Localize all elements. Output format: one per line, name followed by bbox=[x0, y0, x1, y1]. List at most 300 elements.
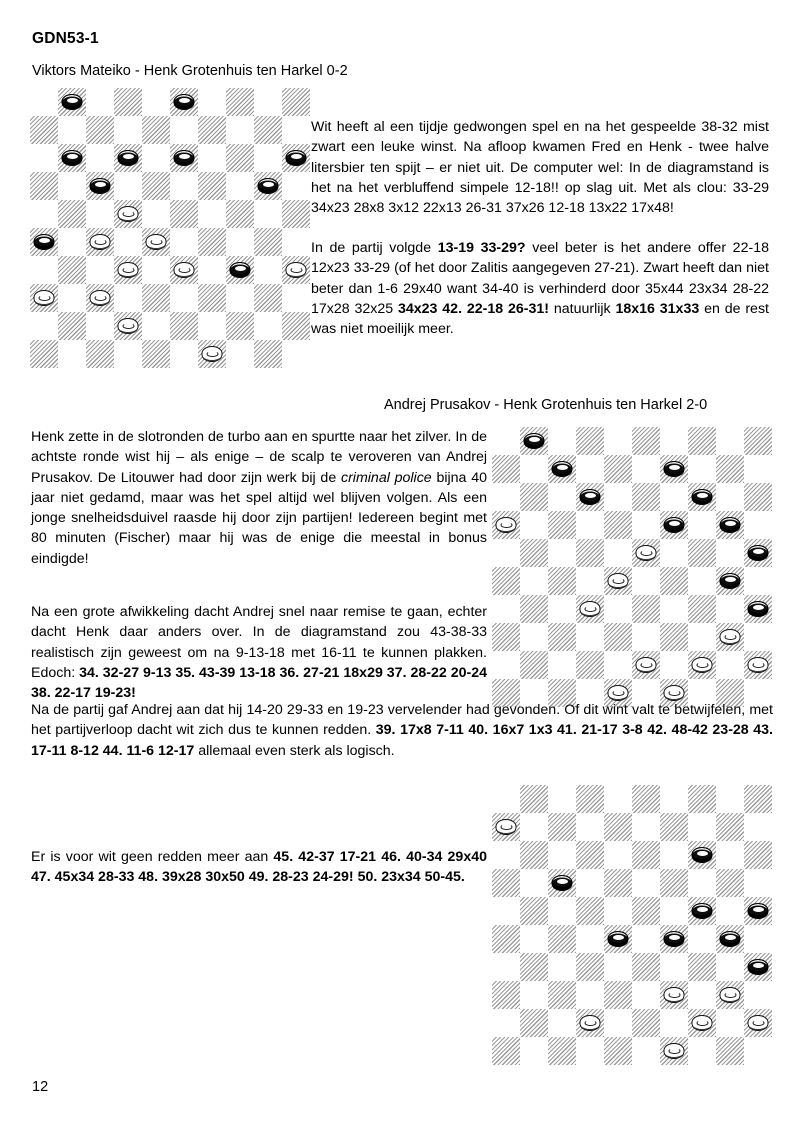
board-square-dark bbox=[632, 651, 660, 679]
board-square-dark bbox=[632, 897, 660, 925]
black-piece bbox=[230, 262, 251, 278]
board-square-dark bbox=[576, 785, 604, 813]
board-square-dark bbox=[688, 1009, 716, 1037]
board-square-light bbox=[548, 595, 576, 623]
black-piece bbox=[664, 461, 685, 477]
white-piece bbox=[636, 657, 657, 673]
board-square-light bbox=[226, 116, 254, 144]
board-square-dark bbox=[744, 427, 772, 455]
board-square-dark bbox=[716, 813, 744, 841]
board-square-light bbox=[576, 623, 604, 651]
board-square-dark bbox=[688, 785, 716, 813]
board-square-dark bbox=[548, 455, 576, 483]
board-square-light bbox=[520, 981, 548, 1009]
board-square-light bbox=[520, 567, 548, 595]
board-square-dark bbox=[660, 869, 688, 897]
board-square-light bbox=[660, 483, 688, 511]
draughts-diagram-2 bbox=[492, 427, 772, 707]
board-square-light bbox=[86, 312, 114, 340]
board-square-dark bbox=[632, 539, 660, 567]
board-square-light bbox=[492, 595, 520, 623]
board-square-light bbox=[576, 1037, 604, 1065]
move-notation: 39. 17x8 7-11 40. 16x7 1x3 41. 21-17 3-8 42. 48-42 23-28 43. 17-11 8-12 44. 11-6 12-17 bbox=[31, 722, 773, 759]
black-piece bbox=[552, 461, 573, 477]
white-piece bbox=[580, 1015, 601, 1031]
board-square-light bbox=[716, 595, 744, 623]
board-square-light bbox=[142, 200, 170, 228]
board-square-light bbox=[142, 256, 170, 284]
board-square-light bbox=[716, 1009, 744, 1037]
paragraph-diagram1-analysis bbox=[311, 238, 769, 339]
board-square-dark bbox=[604, 981, 632, 1009]
white-piece bbox=[174, 262, 195, 278]
board-square-light bbox=[86, 256, 114, 284]
board-square-dark bbox=[520, 651, 548, 679]
board-square-dark bbox=[632, 483, 660, 511]
board-square-light bbox=[744, 981, 772, 1009]
board-square-dark bbox=[604, 813, 632, 841]
board-square-light bbox=[254, 256, 282, 284]
board-square-dark bbox=[170, 88, 198, 116]
board-square-dark bbox=[58, 88, 86, 116]
board-square-light bbox=[716, 539, 744, 567]
board-square-light bbox=[744, 1037, 772, 1065]
board-square-dark bbox=[142, 228, 170, 256]
board-square-light bbox=[520, 623, 548, 651]
board-square-light bbox=[30, 88, 58, 116]
board-square-light bbox=[716, 841, 744, 869]
board-square-dark bbox=[604, 455, 632, 483]
board-square-dark bbox=[660, 567, 688, 595]
board-square-dark bbox=[520, 1009, 548, 1037]
board-square-light bbox=[254, 312, 282, 340]
board-square-dark bbox=[548, 623, 576, 651]
board-square-dark bbox=[604, 925, 632, 953]
board-square-light bbox=[548, 841, 576, 869]
page-title: GDN53-1 bbox=[32, 30, 99, 47]
board-square-light bbox=[226, 172, 254, 200]
board-square-dark bbox=[548, 813, 576, 841]
board-square-dark bbox=[492, 925, 520, 953]
board-square-light bbox=[576, 869, 604, 897]
board-square-dark bbox=[660, 981, 688, 1009]
board-square-light bbox=[492, 539, 520, 567]
board-square-dark bbox=[254, 116, 282, 144]
board-square-dark bbox=[520, 897, 548, 925]
text-run: en de rest was niet moeilijk meer. bbox=[311, 300, 769, 338]
board-square-dark bbox=[142, 340, 170, 368]
board-square-light bbox=[688, 623, 716, 651]
board-square-dark bbox=[660, 511, 688, 539]
white-piece bbox=[720, 987, 741, 1003]
board-square-dark bbox=[58, 312, 86, 340]
board-square-light bbox=[254, 144, 282, 172]
board-square-dark bbox=[744, 897, 772, 925]
board-square-light bbox=[198, 200, 226, 228]
board-square-light bbox=[114, 228, 142, 256]
board-square-light bbox=[660, 539, 688, 567]
board-square-dark bbox=[226, 312, 254, 340]
board-square-light bbox=[282, 228, 310, 256]
white-piece bbox=[580, 601, 601, 617]
board-square-light bbox=[492, 841, 520, 869]
board-square-dark bbox=[198, 340, 226, 368]
game-header-1: Viktors Mateiko - Henk Grotenhuis ten Harkel 0-2 bbox=[32, 63, 348, 79]
board-square-dark bbox=[114, 200, 142, 228]
black-piece bbox=[34, 234, 55, 250]
board-square-light bbox=[170, 116, 198, 144]
text-run: veel beter is het andere offer 22-18 12x23 33-29 (of het door Zalitis aangegeven 27-21). Zwart heeft dan niet beter dan 1-6 29x40 want 34-40 is verhinderd door 35x44 23x34 28-22 17x28 32x25 bbox=[311, 240, 769, 317]
board-square-dark bbox=[142, 172, 170, 200]
board-square-dark bbox=[30, 116, 58, 144]
board-square-light bbox=[744, 869, 772, 897]
board-square-light bbox=[604, 841, 632, 869]
board-square-dark bbox=[744, 595, 772, 623]
board-square-dark bbox=[282, 312, 310, 340]
paragraph-wide-continuation bbox=[31, 700, 773, 761]
black-piece bbox=[692, 903, 713, 919]
board-square-light bbox=[660, 427, 688, 455]
white-piece bbox=[692, 657, 713, 673]
board-square-dark bbox=[716, 1037, 744, 1065]
board-square-dark bbox=[226, 88, 254, 116]
paragraph-prusakov-analysis bbox=[31, 602, 487, 703]
board-square-light bbox=[492, 897, 520, 925]
board-square-dark bbox=[632, 785, 660, 813]
board-square-dark bbox=[492, 1037, 520, 1065]
board-square-light bbox=[30, 200, 58, 228]
board-square-light bbox=[688, 1037, 716, 1065]
board-square-dark bbox=[604, 567, 632, 595]
board-square-light bbox=[170, 172, 198, 200]
board-square-light bbox=[548, 953, 576, 981]
text-run: Na een grote afwikkeling dacht Andrej snel naar remise te gaan, echter dacht Henk daar anders over. In de diagramstand zou 43-38-33 realistisch zijn geweest om na 9-13-18 met 16-11 te kunnen plakken. Edoch: bbox=[31, 604, 487, 681]
board-square-light bbox=[548, 427, 576, 455]
board-square-dark bbox=[114, 144, 142, 172]
board-square-light bbox=[716, 483, 744, 511]
board-square-dark bbox=[58, 256, 86, 284]
board-square-dark bbox=[576, 651, 604, 679]
white-piece bbox=[748, 1015, 769, 1031]
text-run: Na de partij gaf Andrej aan dat hij 14-20 29-33 en 19-23 vervelender had gevonden. Of dit wint valt te betwijfelen, met het partijverloop dacht wit zich dus te kunnen redden. bbox=[31, 702, 773, 739]
board-square-dark bbox=[492, 455, 520, 483]
text-run: In de partij volgde bbox=[311, 240, 438, 256]
board-square-light bbox=[576, 455, 604, 483]
board-square-light bbox=[226, 284, 254, 312]
board-square-light bbox=[198, 88, 226, 116]
board-square-light bbox=[492, 483, 520, 511]
board-square-dark bbox=[688, 897, 716, 925]
board-square-light bbox=[744, 455, 772, 483]
board-square-light bbox=[604, 427, 632, 455]
board-square-dark bbox=[114, 88, 142, 116]
board-square-dark bbox=[576, 841, 604, 869]
board-square-light bbox=[58, 116, 86, 144]
white-piece bbox=[118, 206, 139, 222]
board-square-dark bbox=[86, 284, 114, 312]
board-square-dark bbox=[576, 953, 604, 981]
board-square-light bbox=[170, 228, 198, 256]
text-run: Wit heeft al een tijdje gedwongen spel en na het gespeelde 38-32 mist zwart een leuke winst. Na afloop kwamen Fred en Henk - twee halve litersbier ten spijt – er niet uit. De computer wel: In de diagramstand is het na het verbluffend simpele 12-18!! op slag uit. Met als clou: 33-29 34x23 28x8 3x12 22x13 26-31 37x26 12-18 13x22 17x48! bbox=[311, 119, 769, 217]
board-square-dark bbox=[688, 953, 716, 981]
board-square-dark bbox=[716, 623, 744, 651]
board-square-light bbox=[660, 953, 688, 981]
board-square-light bbox=[604, 539, 632, 567]
move-notation: 13-19 33-29? bbox=[437, 240, 526, 256]
page-number: 12 bbox=[32, 1079, 49, 1095]
board-square-light bbox=[58, 340, 86, 368]
board-square-light bbox=[604, 953, 632, 981]
move-notation: 34. 32-27 9-13 35. 43-39 13-18 36. 27-21 18x29 37. 28-22 20-24 38. 22-17 19-23! bbox=[31, 664, 487, 702]
board-square-light bbox=[492, 953, 520, 981]
board-square-dark bbox=[716, 925, 744, 953]
move-notation: 34x23 42. 22-18 26-31! bbox=[398, 300, 550, 317]
board-square-light bbox=[548, 785, 576, 813]
board-square-light bbox=[604, 595, 632, 623]
board-square-dark bbox=[198, 172, 226, 200]
board-square-dark bbox=[744, 785, 772, 813]
board-square-dark bbox=[576, 539, 604, 567]
board-square-light bbox=[604, 785, 632, 813]
board-square-dark bbox=[716, 511, 744, 539]
black-piece bbox=[748, 959, 769, 975]
draughts-diagram-1 bbox=[30, 88, 310, 368]
board-square-light bbox=[660, 595, 688, 623]
board-square-light bbox=[520, 455, 548, 483]
board-square-dark bbox=[548, 981, 576, 1009]
text-run: natuurlijk bbox=[549, 300, 616, 317]
board-square-light bbox=[198, 144, 226, 172]
white-piece bbox=[118, 262, 139, 278]
board-square-light bbox=[30, 312, 58, 340]
black-piece bbox=[748, 545, 769, 561]
board-square-dark bbox=[142, 284, 170, 312]
board-square-light bbox=[744, 813, 772, 841]
board-square-light bbox=[632, 511, 660, 539]
board-square-dark bbox=[548, 925, 576, 953]
board-square-light bbox=[170, 340, 198, 368]
black-piece bbox=[552, 875, 573, 891]
white-piece bbox=[90, 234, 111, 250]
white-piece bbox=[286, 262, 307, 278]
board-square-dark bbox=[282, 200, 310, 228]
board-square-dark bbox=[744, 1009, 772, 1037]
black-piece bbox=[90, 178, 111, 194]
board-square-dark bbox=[170, 312, 198, 340]
white-piece bbox=[664, 987, 685, 1003]
board-square-light bbox=[632, 869, 660, 897]
board-square-light bbox=[688, 567, 716, 595]
board-square-light bbox=[688, 869, 716, 897]
board-square-light bbox=[548, 1009, 576, 1037]
board-square-dark bbox=[688, 427, 716, 455]
board-square-light bbox=[282, 172, 310, 200]
board-square-light bbox=[632, 981, 660, 1009]
board-square-light bbox=[142, 144, 170, 172]
board-square-light bbox=[30, 256, 58, 284]
black-piece bbox=[174, 150, 195, 166]
white-piece bbox=[146, 234, 167, 250]
board-square-light bbox=[142, 312, 170, 340]
board-square-light bbox=[576, 567, 604, 595]
board-square-light bbox=[688, 813, 716, 841]
board-square-light bbox=[492, 1009, 520, 1037]
board-square-light bbox=[576, 981, 604, 1009]
black-piece bbox=[692, 847, 713, 863]
board-square-dark bbox=[604, 623, 632, 651]
text-run: Henk zette in de slotronden de turbo aan en spurtte naar het zilver. In de achtste ronde wist hij – als enige – de scalp te veroveren van Andrej Prusakov. De Litouwer had door zijn werk bij de bbox=[31, 429, 487, 486]
paragraph-diagram1-intro bbox=[311, 117, 769, 218]
board-square-dark bbox=[226, 144, 254, 172]
board-square-dark bbox=[30, 228, 58, 256]
board-square-light bbox=[198, 256, 226, 284]
text-run: allemaal even sterk als logisch. bbox=[194, 742, 395, 759]
board-square-light bbox=[520, 1037, 548, 1065]
board-square-light bbox=[604, 651, 632, 679]
emphasis-run: criminal police bbox=[340, 469, 432, 486]
board-square-light bbox=[520, 511, 548, 539]
board-square-dark bbox=[688, 595, 716, 623]
board-square-light bbox=[632, 455, 660, 483]
board-square-dark bbox=[86, 172, 114, 200]
board-square-light bbox=[744, 623, 772, 651]
board-square-dark bbox=[282, 88, 310, 116]
board-square-dark bbox=[632, 1009, 660, 1037]
board-square-light bbox=[688, 981, 716, 1009]
board-square-dark bbox=[548, 869, 576, 897]
board-square-dark bbox=[226, 256, 254, 284]
board-square-light bbox=[492, 427, 520, 455]
board-square-dark bbox=[604, 1037, 632, 1065]
board-square-dark bbox=[716, 981, 744, 1009]
board-square-dark bbox=[170, 256, 198, 284]
board-square-dark bbox=[142, 116, 170, 144]
board-square-dark bbox=[492, 813, 520, 841]
board-square-light bbox=[744, 567, 772, 595]
board-square-light bbox=[254, 88, 282, 116]
white-piece bbox=[692, 1015, 713, 1031]
board-square-light bbox=[58, 228, 86, 256]
board-square-light bbox=[492, 651, 520, 679]
paragraph-prusakov-intro bbox=[31, 427, 487, 569]
board-square-light bbox=[114, 172, 142, 200]
board-square-dark bbox=[632, 953, 660, 981]
white-piece bbox=[720, 629, 741, 645]
board-square-light bbox=[688, 455, 716, 483]
board-square-dark bbox=[576, 595, 604, 623]
black-piece bbox=[608, 931, 629, 947]
board-square-dark bbox=[548, 1037, 576, 1065]
board-square-dark bbox=[548, 511, 576, 539]
white-piece bbox=[34, 290, 55, 306]
board-square-light bbox=[548, 897, 576, 925]
board-square-light bbox=[632, 1037, 660, 1065]
board-square-light bbox=[226, 340, 254, 368]
board-square-dark bbox=[632, 595, 660, 623]
board-square-dark bbox=[58, 144, 86, 172]
board-square-dark bbox=[520, 953, 548, 981]
board-square-dark bbox=[576, 427, 604, 455]
board-square-dark bbox=[170, 200, 198, 228]
board-square-light bbox=[282, 284, 310, 312]
black-piece bbox=[720, 573, 741, 589]
board-square-dark bbox=[744, 841, 772, 869]
board-square-dark bbox=[492, 567, 520, 595]
board-square-light bbox=[114, 340, 142, 368]
board-square-dark bbox=[282, 256, 310, 284]
board-square-light bbox=[604, 483, 632, 511]
board-square-dark bbox=[660, 925, 688, 953]
board-square-dark bbox=[520, 483, 548, 511]
board-square-light bbox=[548, 651, 576, 679]
board-square-light bbox=[576, 925, 604, 953]
black-piece bbox=[664, 517, 685, 533]
board-square-dark bbox=[492, 981, 520, 1009]
board-square-dark bbox=[576, 483, 604, 511]
board-square-dark bbox=[660, 1037, 688, 1065]
black-piece bbox=[664, 931, 685, 947]
board-square-dark bbox=[492, 511, 520, 539]
board-square-dark bbox=[632, 427, 660, 455]
board-square-light bbox=[520, 813, 548, 841]
board-square-light bbox=[198, 312, 226, 340]
board-square-light bbox=[142, 88, 170, 116]
white-piece bbox=[748, 657, 769, 673]
board-square-light bbox=[688, 511, 716, 539]
board-square-dark bbox=[254, 172, 282, 200]
board-square-light bbox=[716, 897, 744, 925]
black-piece bbox=[580, 489, 601, 505]
board-square-light bbox=[716, 651, 744, 679]
board-square-dark bbox=[198, 284, 226, 312]
black-piece bbox=[62, 94, 83, 110]
board-square-dark bbox=[688, 651, 716, 679]
board-square-light bbox=[744, 511, 772, 539]
board-square-light bbox=[716, 427, 744, 455]
board-square-dark bbox=[198, 228, 226, 256]
board-square-light bbox=[548, 483, 576, 511]
board-square-light bbox=[660, 785, 688, 813]
board-square-dark bbox=[520, 785, 548, 813]
board-square-dark bbox=[688, 841, 716, 869]
board-square-dark bbox=[520, 841, 548, 869]
black-piece bbox=[258, 178, 279, 194]
white-piece bbox=[496, 819, 517, 835]
board-square-dark bbox=[688, 539, 716, 567]
board-square-dark bbox=[198, 116, 226, 144]
black-piece bbox=[62, 150, 83, 166]
board-square-dark bbox=[30, 284, 58, 312]
black-piece bbox=[720, 517, 741, 533]
white-piece bbox=[664, 685, 685, 701]
board-square-dark bbox=[520, 539, 548, 567]
board-square-dark bbox=[170, 144, 198, 172]
board-square-dark bbox=[30, 340, 58, 368]
board-square-dark bbox=[716, 869, 744, 897]
board-square-dark bbox=[604, 511, 632, 539]
black-piece bbox=[692, 489, 713, 505]
text-run: bijna 40 jaar niet gedamd, maar was het spel altijd wel blijven volgen. Als een jonge snelheidsduivel raasde hij door zijn partijen! Iedereen begint met 80 minuten (Fischer) maar hij was de enige die meestal in bonus eindigde! bbox=[31, 469, 487, 567]
white-piece bbox=[202, 346, 223, 362]
board-square-light bbox=[86, 200, 114, 228]
board-square-light bbox=[58, 172, 86, 200]
board-square-light bbox=[660, 1009, 688, 1037]
board-square-light bbox=[282, 116, 310, 144]
board-square-light bbox=[520, 869, 548, 897]
board-square-light bbox=[604, 1009, 632, 1037]
board-square-light bbox=[660, 651, 688, 679]
board-square-light bbox=[660, 897, 688, 925]
